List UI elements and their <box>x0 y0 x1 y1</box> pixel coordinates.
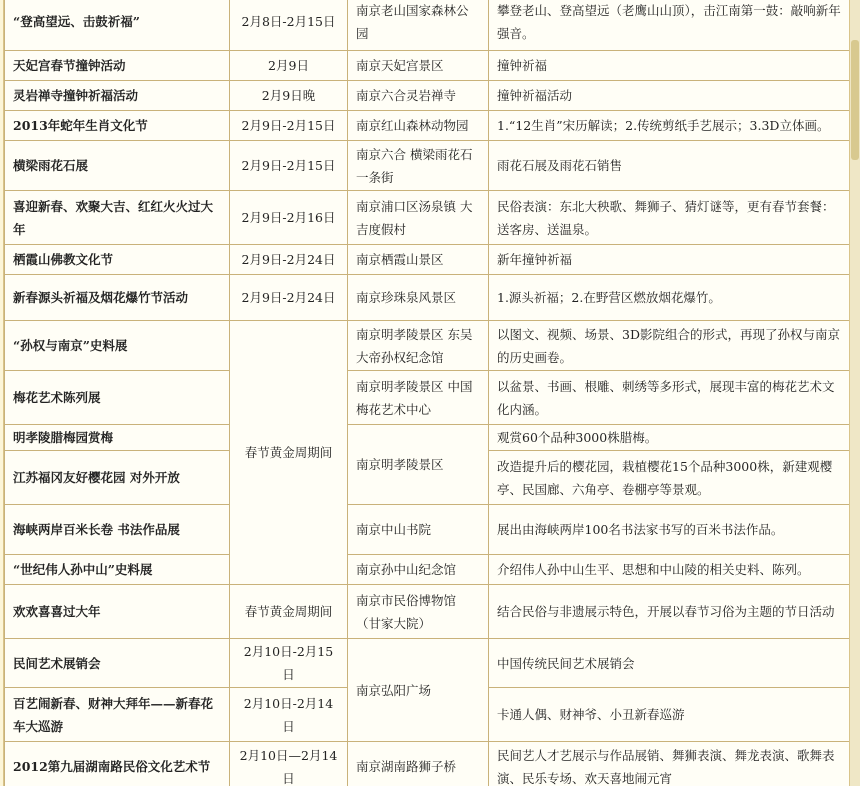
event-date: 2月9日-2月15日 <box>230 141 348 191</box>
event-description: 观赏60个品种3000株腊梅。 <box>489 425 850 451</box>
table-row <box>5 111 850 141</box>
table-row <box>5 742 850 786</box>
event-location: 南京浦口区汤泉镇 大吉度假村 <box>348 191 489 245</box>
event-name: “登高望远、击鼓祈福” <box>5 0 230 51</box>
event-date: 2月9日-2月16日 <box>230 191 348 245</box>
event-description: 1.源头祈福；2.在野营区燃放烟花爆竹。 <box>489 275 850 321</box>
event-location: 南京红山森林动物园 <box>348 111 489 141</box>
event-name: 灵岩禅寺撞钟祈福活动 <box>5 81 230 111</box>
event-name: 梅花艺术陈列展 <box>5 371 230 425</box>
event-name: 海峡两岸百米长卷 书法作品展 <box>5 505 230 555</box>
page-frame <box>3 0 850 786</box>
event-date: 春节黄金周期间 <box>230 321 348 585</box>
event-location: 南京明孝陵景区 中国梅花艺术中心 <box>348 371 489 425</box>
table-row <box>5 81 850 111</box>
event-name: 横梁雨花石展 <box>5 141 230 191</box>
event-description: 民间艺人才艺展示与作品展销、舞狮表演、舞龙表演、歌舞表演、民乐专场、欢天喜地闹元宵 <box>489 742 850 786</box>
event-description: 1.“12生肖”宋历解读；2.传统剪纸手艺展示；3.3D立体画。 <box>489 111 850 141</box>
table-row <box>5 555 850 585</box>
event-date: 春节黄金周期间 <box>230 585 348 639</box>
event-location: 南京明孝陵景区 <box>348 425 489 505</box>
table-row <box>5 505 850 555</box>
event-description: 介绍伟人孙中山生平、思想和中山陵的相关史料、陈列。 <box>489 555 850 585</box>
event-name: 新春源头祈福及烟花爆竹节活动 <box>5 275 230 321</box>
event-location: 南京中山书院 <box>348 505 489 555</box>
event-date: 2月9日-2月15日 <box>230 111 348 141</box>
event-name: 栖霞山佛教文化节 <box>5 245 230 275</box>
table-row <box>5 51 850 81</box>
event-date: 2月9日-2月24日 <box>230 245 348 275</box>
event-date: 2月10日—2月14日 <box>230 742 348 786</box>
event-description: 撞钟祈福 <box>489 51 850 81</box>
table-row <box>5 585 850 639</box>
scrollbar-thumb[interactable] <box>851 40 859 160</box>
event-name: 喜迎新春、欢聚大吉、红红火火过大年 <box>5 191 230 245</box>
event-date: 2月9日晚 <box>230 81 348 111</box>
event-location: 南京明孝陵景区 东吴大帝孙权纪念馆 <box>348 321 489 371</box>
event-description: 撞钟祈福活动 <box>489 81 850 111</box>
event-date: 2月9日-2月24日 <box>230 275 348 321</box>
event-location: 南京六合 横梁雨花石一条街 <box>348 141 489 191</box>
event-name: 明孝陵腊梅园赏梅 <box>5 425 230 451</box>
event-location: 南京天妃宫景区 <box>348 51 489 81</box>
table-row <box>5 371 850 425</box>
event-name: 江苏福冈友好樱花园 对外开放 <box>5 451 230 505</box>
table-row <box>5 0 850 51</box>
table-row <box>5 245 850 275</box>
event-name: 2013年蛇年生肖文化节 <box>5 111 230 141</box>
event-name: 2012第九届湖南路民俗文化艺术节 <box>5 742 230 786</box>
event-location: 南京六合灵岩禅寺 <box>348 81 489 111</box>
event-date: 2月9日 <box>230 51 348 81</box>
event-description: 新年撞钟祈福 <box>489 245 850 275</box>
event-description: 展出由海峡两岸100名书法家书写的百米书法作品。 <box>489 505 850 555</box>
event-location: 南京老山国家森林公园 <box>348 0 489 51</box>
event-location: 南京珍珠泉风景区 <box>348 275 489 321</box>
event-name: 百艺闹新春、财神大拜年——新春花车大巡游 <box>5 688 230 742</box>
event-date: 2月8日-2月15日 <box>230 0 348 51</box>
event-location: 南京湖南路狮子桥 <box>348 742 489 786</box>
event-description: 改造提升后的樱花园，栽植樱花15个品种3000株，新建观樱亭、民国廊、六角亭、卷棚亭等景观。 <box>489 451 850 505</box>
event-name: “世纪伟人孙中山”史料展 <box>5 555 230 585</box>
event-description: 民俗表演：东北大秧歌、舞狮子、猜灯谜等，更有春节套餐：送客房、送温泉。 <box>489 191 850 245</box>
event-name: 天妃宫春节撞钟活动 <box>5 51 230 81</box>
table-row <box>5 639 850 688</box>
events-table <box>4 0 850 786</box>
event-location: 南京弘阳广场 <box>348 639 489 742</box>
event-description: 雨花石展及雨花石销售 <box>489 141 850 191</box>
event-description: 卡通人偶、财神爷、小丑新春巡游 <box>489 688 850 742</box>
event-name: “孙权与南京”史料展 <box>5 321 230 371</box>
event-description: 中国传统民间艺术展销会 <box>489 639 850 688</box>
event-location: 南京栖霞山景区 <box>348 245 489 275</box>
table-row <box>5 191 850 245</box>
event-description: 以盆景、书画、根雕、刺绣等多形式，展现丰富的梅花艺术文化内涵。 <box>489 371 850 425</box>
event-description: 结合民俗与非遗展示特色，开展以春节习俗为主题的节日活动 <box>489 585 850 639</box>
vertical-scrollbar[interactable] <box>849 0 860 786</box>
event-date: 2月10日-2月14日 <box>230 688 348 742</box>
event-name: 民间艺术展销会 <box>5 639 230 688</box>
event-date: 2月10日-2月15日 <box>230 639 348 688</box>
event-description: 攀登老山、登高望远（老鹰山山顶），击江南第一鼓：敲响新年强音。 <box>489 0 850 51</box>
event-location: 南京孙中山纪念馆 <box>348 555 489 585</box>
table-row <box>5 275 850 321</box>
event-name: 欢欢喜喜过大年 <box>5 585 230 639</box>
table-row <box>5 425 850 451</box>
table-row <box>5 321 850 371</box>
event-description: 以图文、视频、场景、3D影院组合的形式，再现了孙权与南京的历史画卷。 <box>489 321 850 371</box>
event-location: 南京市民俗博物馆 （甘家大院） <box>348 585 489 639</box>
table-row <box>5 141 850 191</box>
